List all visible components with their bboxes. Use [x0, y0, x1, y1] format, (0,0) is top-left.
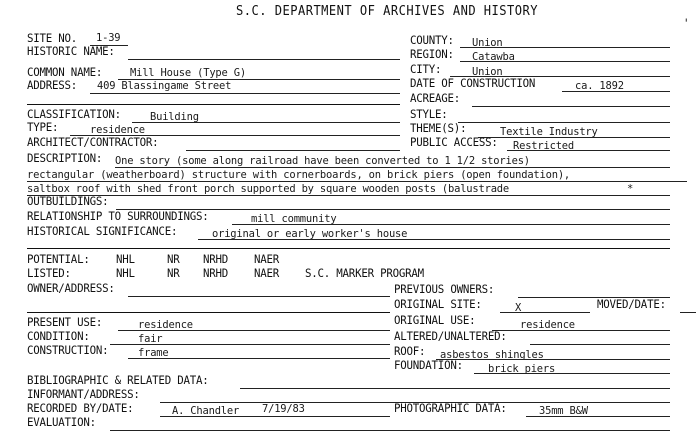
potential-nrhd: NRHD: [203, 252, 229, 266]
region-line: [460, 61, 670, 62]
public-access-line: [507, 150, 670, 151]
county-line: [460, 47, 670, 48]
acreage-line: [472, 106, 670, 107]
style-label: STYLE:: [410, 107, 448, 121]
type-value: residence: [90, 123, 145, 136]
evaluation-line: [110, 430, 670, 431]
listed-nhl: NHL: [116, 266, 135, 280]
date-of-construction-label: DATE OF CONSTRUCTION: [410, 76, 536, 90]
themes-line: [478, 137, 670, 138]
recorded-by-label: RECORDED BY/DATE:: [27, 401, 134, 415]
historic-name-label: HISTORIC NAME:: [27, 44, 115, 58]
altered-unaltered-label: ALTERED/UNALTERED:: [394, 329, 507, 343]
photographic-value: 35mm B&W: [539, 404, 588, 417]
original-site-line: [500, 312, 590, 313]
potential-nhl: NHL: [116, 252, 135, 266]
condition-value: fair: [138, 332, 163, 345]
significance-line: [198, 239, 670, 240]
type-label: TYPE:: [27, 120, 59, 134]
significance-label: HISTORICAL SIGNIFICANCE:: [27, 224, 178, 238]
roof-line: [436, 359, 670, 360]
outbuildings-label: OUTBUILDINGS:: [27, 194, 109, 208]
listed-nr: NR: [167, 266, 180, 280]
construction-label: CONSTRUCTION:: [27, 343, 109, 357]
common-name-value: Mill House (Type G): [130, 66, 246, 79]
condition-label: CONDITION:: [27, 329, 90, 343]
photographic-line: [526, 416, 670, 417]
classification-label: CLASSIFICATION:: [27, 107, 121, 121]
address-line: [90, 93, 400, 94]
description-underline-3: [27, 195, 670, 196]
present-use-value: residence: [138, 318, 193, 331]
bibliographic-line: [240, 388, 670, 389]
common-name-label: COMMON NAME:: [27, 65, 103, 79]
bibliographic-label: BIBLIOGRAPHIC & RELATED DATA:: [27, 373, 209, 387]
site-no-label: SITE NO.: [27, 31, 78, 45]
informant-label: INFORMANT/ADDRESS:: [27, 387, 140, 401]
present-use-label: PRESENT USE:: [27, 315, 103, 329]
significance-value: original or early worker's house: [212, 227, 408, 240]
construction-value: frame: [138, 346, 169, 359]
listed-naer: NAER: [254, 266, 280, 280]
architect-label: ARCHITECT/CONTRACTOR:: [27, 135, 159, 149]
roof-value: asbestos shingles: [440, 348, 544, 361]
public-access-label: PUBLIC ACCESS:: [410, 135, 498, 149]
roof-label: ROOF:: [394, 344, 426, 358]
previous-owners-label: PREVIOUS OWNERS:: [394, 282, 495, 296]
historic-name-line: [128, 59, 400, 60]
photographic-label: PHOTOGRAPHIC DATA:: [394, 401, 507, 415]
altered-unaltered-line: [530, 344, 670, 345]
county-value: Union: [472, 36, 503, 49]
owner-address-label: OWNER/ADDRESS:: [27, 281, 115, 295]
architect-line: [186, 150, 400, 151]
recorded-date-value: 7/19/83: [262, 402, 305, 415]
original-use-label: ORIGINAL USE:: [394, 313, 476, 327]
listed-label: LISTED:: [27, 266, 71, 280]
section-separator: [27, 312, 390, 313]
relationship-line: [232, 224, 670, 225]
owner-address-line: [128, 296, 390, 297]
listed-nrhd: NRHD: [203, 266, 229, 280]
condition-line: [110, 344, 390, 345]
original-site-value: X: [515, 301, 522, 314]
original-site-label: ORIGINAL SITE:: [394, 297, 482, 311]
foundation-line: [474, 373, 670, 374]
description-label: DESCRIPTION:: [27, 151, 103, 165]
address-label: ADDRESS:: [27, 78, 78, 92]
recorded-by-value: A. Chandler: [172, 404, 240, 417]
foundation-label: FOUNDATION:: [394, 358, 463, 372]
county-label: COUNTY:: [410, 33, 454, 47]
potential-nr: NR: [167, 252, 180, 266]
address-value: 409 Blassingame Street: [97, 79, 232, 92]
construction-line: [128, 358, 390, 359]
region-label: REGION:: [410, 47, 454, 61]
potential-label: POTENTIAL:: [27, 252, 90, 266]
foundation-value: brick piers: [488, 362, 556, 375]
potential-naer: NAER: [254, 252, 280, 266]
description-line-2: rectangular (weatherboard) structure with cornerboards, on brick piers (open foundation),: [27, 168, 571, 181]
description-continued-mark: *: [627, 182, 634, 195]
original-use-line: [492, 330, 670, 331]
acreage-label: ACREAGE:: [410, 91, 461, 105]
classification-line: [132, 122, 400, 123]
public-access-value: Restricted: [513, 139, 575, 152]
listed-marker-program: S.C. MARKER PROGRAM: [305, 266, 424, 280]
section-separator: [27, 248, 670, 249]
region-value: Catawba: [472, 50, 515, 63]
evaluation-label: EVALUATION:: [27, 415, 96, 429]
moved-date-line: [680, 312, 696, 313]
style-line: [458, 122, 670, 123]
city-value: Union: [472, 65, 503, 78]
themes-label: THEME(S):: [410, 121, 467, 135]
relationship-value: mill community: [251, 212, 337, 225]
present-use-line: [118, 330, 390, 331]
moved-date-label: MOVED/DATE:: [597, 297, 666, 311]
relationship-label: RELATIONSHIP TO SURROUNDINGS:: [27, 209, 209, 223]
recorded-by-line: [160, 416, 390, 417]
date-of-construction-value: ca. 1892: [575, 79, 624, 92]
description-line-3: saltbox roof with shed front porch supported by square wooden posts (balustrade: [27, 182, 510, 195]
city-label: CITY:: [410, 62, 442, 76]
description-line-1: One story (some along railroad have been converted to 1 1/2 stories): [115, 154, 530, 167]
date-line: [562, 91, 670, 92]
site-no-value: 1-39: [96, 31, 121, 44]
original-use-value: residence: [520, 318, 575, 331]
classification-value: Building: [150, 110, 199, 123]
margin-mark: ': [683, 16, 690, 30]
themes-value: Textile Industry: [500, 125, 598, 138]
form-header: S.C. DEPARTMENT OF ARCHIVES AND HISTORY: [236, 4, 539, 19]
section-separator: [27, 104, 400, 105]
